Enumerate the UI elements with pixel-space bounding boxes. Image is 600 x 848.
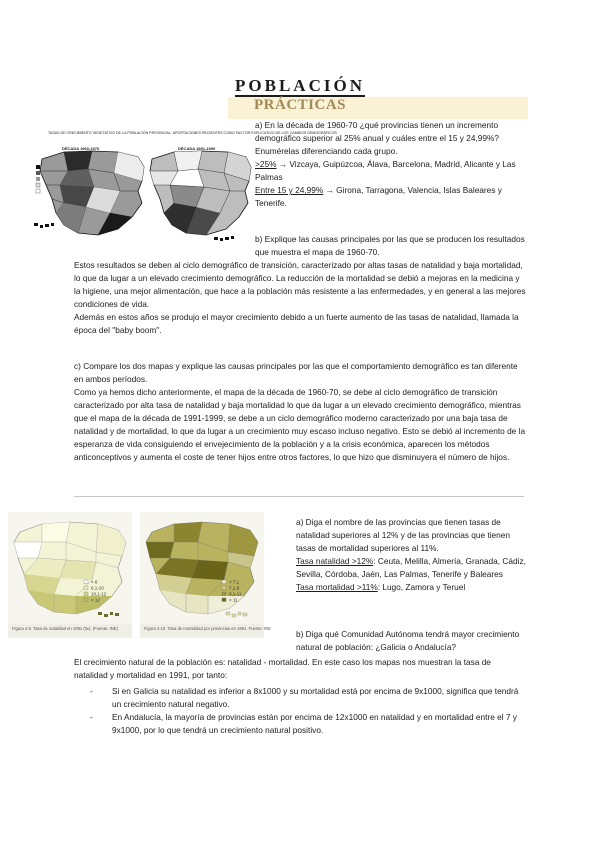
section-subtitle: PRÁCTICAS xyxy=(254,97,347,113)
natality-label: Tasa natalidad >12% xyxy=(296,556,374,566)
part2-question-a: a) Diga el nombre de las provincias que tienen tasas de natalidad superiores al 12% y de las provincias que tienen tasas de mortalidad superiores al 11%. xyxy=(296,517,511,553)
answer-a-group2 xyxy=(255,184,525,210)
bullet-galicia-text: Si en Galicia su natalidad es inferior a 8x1000 y su mortalidad está por encima de 9x1000, significa que tendrá un crecimiento natural negativo. xyxy=(112,686,519,709)
svg-text:7,1-9: 7,1-9 xyxy=(229,585,240,591)
answer-b-block xyxy=(74,259,526,337)
map-label-1991: DÉCADA 1991-1999 xyxy=(178,146,216,151)
bullet-marker: - xyxy=(90,712,93,722)
mortality-text: : Lugo, Zamora y Teruel xyxy=(377,582,466,592)
bullet-andalucia-text: En Andalucía, la mayoría de provincias están por encima de 12x1000 en natalidad y en mortalidad entre el 7 y 9x1000, por lo que tendrá un crecimiento natural positivo. xyxy=(112,712,517,735)
part2-answer-b: El crecimiento natural de la población es: natalidad - mortalidad. En este caso los mapas nos muestran la tasa de natalidad y mortalidad en 1991, por tanto: xyxy=(74,657,491,680)
natality-text: : Ceuta, Melilla, Almería, Granada, Cádiz, Sevilla, Córdoba, Jaén, Las Palmas, Tenerife y Baleares xyxy=(296,556,526,579)
canary-islands-1960 xyxy=(34,223,54,228)
answer-a-group2-text: → Girona, Tarragona, Valencia, Islas Baleares y Tenerife. xyxy=(255,185,502,208)
answer-a-group1-label: >25% xyxy=(255,159,277,169)
part2-question-b: b) Diga qué Comunidad Autónoma tendrá mayor crecimiento natural de población: ¿Galicia o Andalucía? xyxy=(296,629,520,652)
mortality-caption: Figura 4.10. Tasa de mortalidad por provincias en 1991. Fuente: INE xyxy=(144,626,272,631)
natality-caption: Figura 4.9. Tasa de natalidad en 1991 (‰). (Fuente: INE) xyxy=(12,626,118,631)
svg-text:10,1-12: 10,1-12 xyxy=(91,591,107,597)
part2-answer-mortality xyxy=(296,581,528,594)
svg-text:6,1-10: 6,1-10 xyxy=(91,585,104,591)
figure-caption-title: TASAS DE CRECIMIENTO VEGETATIVO DE LA POBLACIÓN PROVINCIAL. APORTACIONES RECIENTES COMO FACTOR EXPLICATIVO DE LOS CAMBIOS DEMOGRÁFICOS xyxy=(48,131,337,135)
answer-a-group2-label: Entre 15 y 24,99% xyxy=(255,185,324,195)
section-divider xyxy=(74,496,524,497)
part2-bullet-list xyxy=(90,685,526,737)
question-c-block xyxy=(74,360,526,464)
answer-a-group1-text: → Vizcaya, Guipúzcoa, Álava, Barcelona, Madrid, Alicante y Las Palmas xyxy=(255,159,516,182)
map-legend-1960 xyxy=(36,165,40,193)
part2-answer-natality xyxy=(296,555,528,581)
question-a: a) En la década de 1960-70 ¿qué provincias tienen un incremento demográfico superior al 25% anual y cuáles entre el 15 y 24,99%? Enumérelas diferenciando cada grupo. xyxy=(255,120,499,156)
svg-text:< 7,1: < 7,1 xyxy=(229,579,240,585)
answer-b-paragraph-2: Además en estos años se produjo el mayor crecimiento debido a un fuerte aumento de las tasas de natalidad, llamada la época del "baby boom". xyxy=(74,312,519,335)
bullet-marker: - xyxy=(90,686,93,696)
question-b: b) Explique las causas principales por las que se producen los resultados que muestra el mapa de 1960-70. xyxy=(255,234,525,257)
mortality-map-figure xyxy=(140,512,272,638)
canary-islands-1991 xyxy=(214,236,234,241)
part2-question-a-block xyxy=(296,516,528,594)
answer-b-paragraph-1: Estos resultados se deben al ciclo demográfico de transición, caracterizado por altas tasas de natalidad y baja mortalidad, lo que da lugar a un elevado crecimiento demográfico. La reducción de la mortalidad se debió a mejoras en la medicina y la higiene, una mejor alimentación, que hace a la población más resistente a las enfermedades, y en general a las mejores condiciones de vida. xyxy=(74,260,526,309)
mortality-label: Tasa mortalidad >11% xyxy=(296,582,378,592)
answer-a-group1 xyxy=(255,158,525,184)
svg-text:> 11: > 11 xyxy=(229,597,238,603)
bullet-galicia xyxy=(90,685,526,711)
answer-c: Como ya hemos dicho anteriormente, el mapa de la década de 1960-70, se debe al ciclo demográfico de transición caracterizado por alta tasa de natalidad y baja mortalidad lo que da lugar a un elevado crecimiento demográfico, mientras que el mapa de la década de 1991-1999, se debe a un ciclo demográfico moderno caracterizado por una baja tasa de natalidad y de mortalidad, lo que da lugar a un crecimiento muy escaso incluso negativo. Esto se debió al incremento de la esperanza de vida consiguiendo el envejecimiento de la población y a la crisis económica, aparecen los métodos anticonceptivos y aumenta el coste de tener hijos entre otros factores, lo que hizo que disminuyera el número de hijos. xyxy=(74,387,526,462)
svg-text:9,1-11: 9,1-11 xyxy=(229,591,242,597)
natality-map-figure xyxy=(8,512,132,638)
page-title: POBLACIÓN xyxy=(235,76,365,95)
question-c: c) Compare los dos mapas y explique las causas principales por las que el comportamiento demográfico es tan diferente en ambos períodos. xyxy=(74,361,518,384)
map-label-1960: DÉCADA 1960-1970 xyxy=(62,146,100,151)
svg-text:> 12: > 12 xyxy=(91,597,100,603)
question-a-block xyxy=(255,119,525,210)
svg-text:> 6: > 6 xyxy=(91,579,98,585)
bullet-andalucia xyxy=(90,711,526,737)
